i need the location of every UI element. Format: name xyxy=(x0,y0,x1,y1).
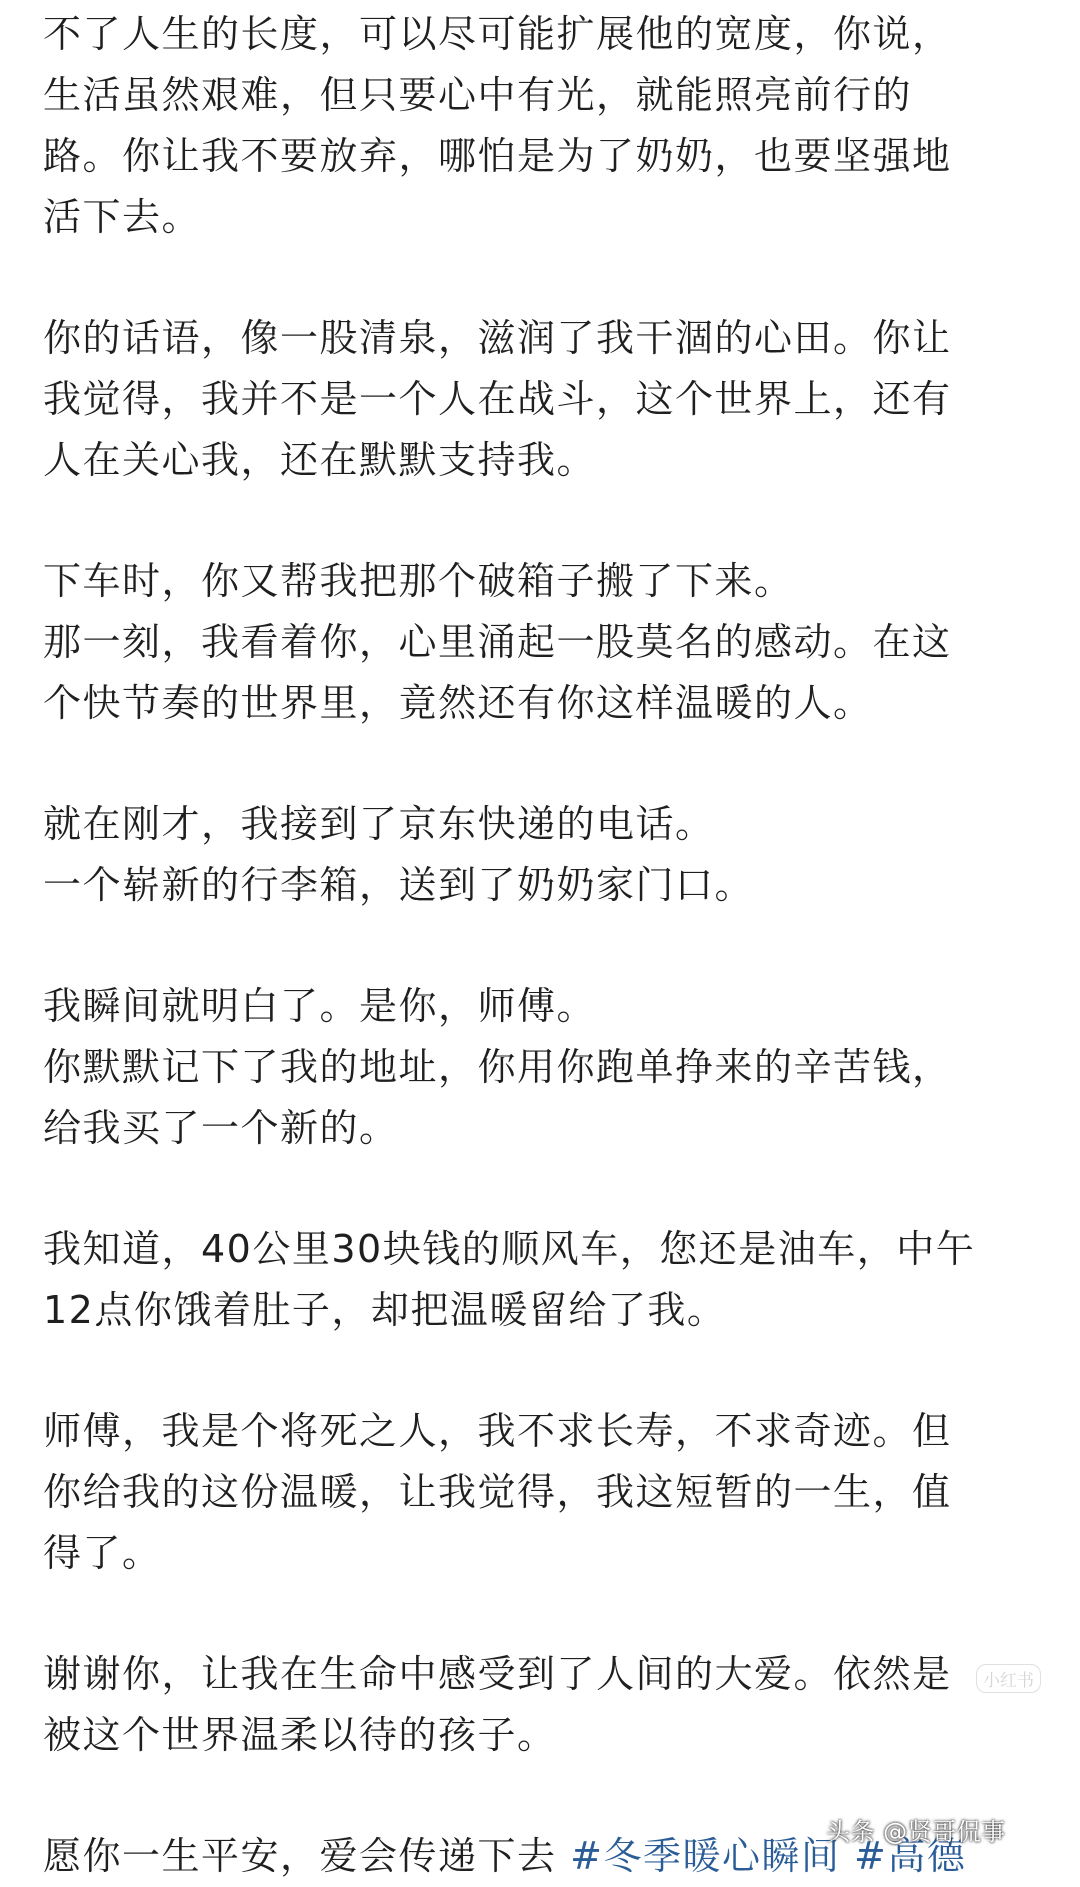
text-line: 谢谢你，让我在生命中感受到了人间的大爱。依然是 xyxy=(43,1652,952,1696)
hashtag-link[interactable]: #高德 xyxy=(854,1834,967,1878)
text-line: 被这个世界温柔以待的孩子。 xyxy=(43,1713,557,1757)
text-line: 12点你饿着肚子，却把温暖留给了我。 xyxy=(43,1288,727,1332)
text-line: 个快节奏的世界里，竟然还有你这样温暖的人。 xyxy=(43,681,873,725)
text-line: 生活虽然艰难，但只要心中有光，就能照亮前行的 xyxy=(43,73,913,117)
text-line: 给我买了一个新的。 xyxy=(43,1106,399,1150)
paragraph xyxy=(43,4,1053,248)
paragraph xyxy=(43,1401,1053,1584)
toutiao-watermark: 头条 @贤哥侃事 xyxy=(826,1818,1006,1846)
text-line: 我知道，40公里30块钱的顺风车，您还是油车，中午 xyxy=(43,1227,976,1271)
post-body xyxy=(43,4,1053,1887)
text-line: 人在关心我，还在默默支持我。 xyxy=(43,438,597,482)
text-line: 你的话语，像一股清泉，滋润了我干涸的心田。你让 xyxy=(43,316,952,360)
paragraph xyxy=(43,1219,1053,1341)
text-line: 你给我的这份温暖，让我觉得，我这短暂的一生，值 xyxy=(43,1470,952,1514)
text-line: 就在刚才，我接到了京东快递的电话。 xyxy=(43,802,715,846)
text-line: 不了人生的长度，可以尽可能扩展他的宽度，你说， xyxy=(43,12,952,56)
text-line: 你默默记下了我的地址，你用你跑单挣来的辛苦钱， xyxy=(43,1045,952,1089)
text-line: 我觉得，我并不是一个人在战斗，这个世界上，还有 xyxy=(43,377,952,421)
text-line: 师傅，我是个将死之人，我不求长寿，不求奇迹。但 xyxy=(43,1409,952,1453)
text-line: 那一刻，我看着你，心里涌起一股莫名的感动。在这 xyxy=(43,620,952,664)
text-line: 得了。 xyxy=(43,1531,162,1575)
text-line: 下车时，你又帮我把那个破箱子搬了下来。 xyxy=(43,559,794,603)
paragraph xyxy=(43,308,1053,491)
paragraph xyxy=(43,976,1053,1159)
closing-text: 愿你一生平安，爱会传递下去 xyxy=(43,1834,557,1878)
text-line: 路。你让我不要放弃，哪怕是为了奶奶，也要坚强地 xyxy=(43,134,952,178)
paragraph xyxy=(43,794,1053,916)
paragraph xyxy=(43,1644,1053,1766)
hashtag-link[interactable]: #冬季暖心瞬间 xyxy=(570,1834,841,1878)
text-line: 活下去。 xyxy=(43,195,202,239)
paragraph xyxy=(43,551,1053,734)
text-line: 一个崭新的行李箱，送到了奶奶家门口。 xyxy=(43,863,755,907)
text-line: 我瞬间就明白了。是你，师傅。 xyxy=(43,984,597,1028)
xiaohongshu-watermark: 小红书 xyxy=(976,1664,1041,1693)
